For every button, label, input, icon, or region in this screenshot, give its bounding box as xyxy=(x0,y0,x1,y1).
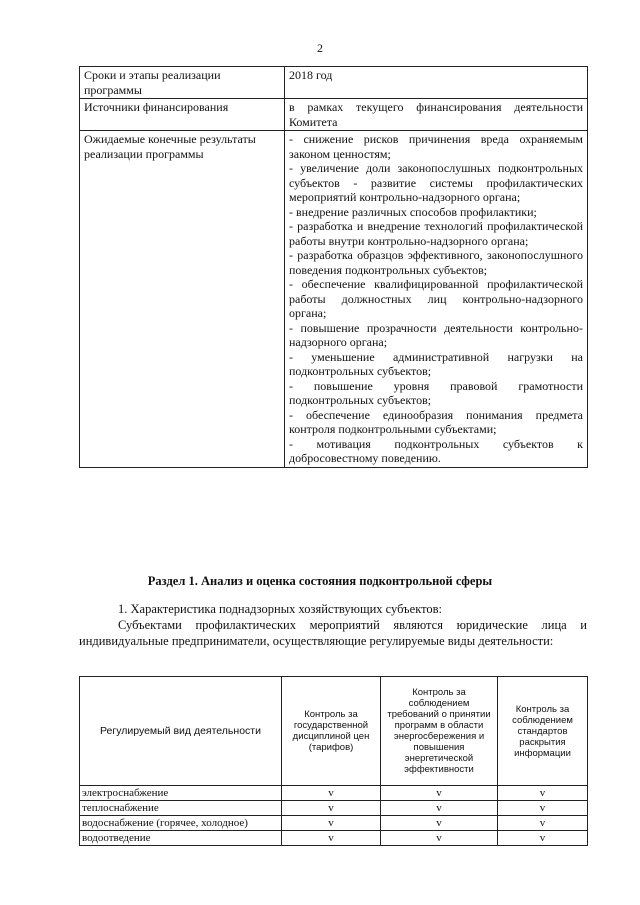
list-item: - обеспечение единообразия понимания предмета контроля подконтрольными субъектами; xyxy=(289,407,583,436)
activity-cell: водоотведение xyxy=(80,831,282,846)
check-mark: v xyxy=(282,831,381,846)
section-title: Раздел 1. Анализ и оценка состояния подконтрольной сферы xyxy=(147,574,493,588)
row-value: 2018 год xyxy=(285,67,588,99)
check-mark: v xyxy=(498,816,588,831)
list-item: - разработка и внедрение технологий профилактической работы внутри контрольно-надзорного органа; xyxy=(289,219,583,248)
check-mark: v xyxy=(282,786,381,801)
check-mark: v xyxy=(498,786,588,801)
list-item: - снижение рисков причинения вреда охраняемым законом ценностям; xyxy=(289,132,583,161)
table-row xyxy=(80,67,588,99)
column-header: Контроль за соблюдением требований о принятии программ в области энергосбережения и повышения энергетической эффективности xyxy=(381,677,498,786)
table-row xyxy=(80,816,588,831)
activity-cell: водоснабжение (горячее, холодное) xyxy=(80,816,282,831)
row-label: Сроки и этапы реализации программы xyxy=(80,67,285,99)
list-item: - внедрение различных способов профилактики; xyxy=(289,204,537,219)
program-passport-table xyxy=(79,66,588,468)
table-row xyxy=(80,786,588,801)
activity-cell: теплоснабжение xyxy=(80,801,282,816)
list-item: - повышение уровня правовой грамотности подконтрольных субъектов; xyxy=(289,378,583,407)
paragraph-characteristic: 1. Характеристика поднадзорных хозяйствующих субъектов: xyxy=(118,602,443,616)
check-mark: v xyxy=(282,801,381,816)
list-item: - обеспечение квалифицированной профилактической работы должностных лиц контрольно-надзорного органа; xyxy=(289,277,583,320)
table-row xyxy=(80,99,588,131)
row-label: Ожидаемые конечные результаты реализации программы xyxy=(80,131,285,468)
column-header: Контроль за государственной дисциплиной цен (тарифов) xyxy=(282,677,381,786)
list-item: - уменьшение административной нагрузки на подконтрольных субъектов; xyxy=(289,349,583,378)
paragraph-subjects: Субъектами профилактических мероприятий являются юридические лица и индивидуальные предприниматели, осуществляющие регулируемые виды деятельности: xyxy=(79,618,587,648)
list-item: - мотивация подконтрольных субъектов к добросовестному поведению. xyxy=(289,436,583,465)
expected-results-list xyxy=(285,131,588,468)
check-mark: v xyxy=(381,786,498,801)
row-label: Источники финансирования xyxy=(80,99,285,131)
table-header-row xyxy=(80,677,588,786)
table-row xyxy=(80,131,588,468)
list-item: - повышение прозрачности деятельности контрольно-надзорного органа; xyxy=(289,320,583,349)
table-row xyxy=(80,801,588,816)
column-header: Регулируемый вид деятельности xyxy=(80,677,282,786)
list-item: - разработка образцов эффективного, законопослушного поведения подконтрольных субъектов; xyxy=(289,248,583,277)
activity-cell: электроснабжение xyxy=(80,786,282,801)
check-mark: v xyxy=(381,816,498,831)
check-mark: v xyxy=(381,801,498,816)
check-mark: v xyxy=(498,831,588,846)
check-mark: v xyxy=(498,801,588,816)
table-row xyxy=(80,831,588,846)
check-mark: v xyxy=(282,816,381,831)
page-number: 2 xyxy=(317,41,323,55)
column-header: Контроль за соблюдением стандартов раскрытия информации xyxy=(498,677,588,786)
row-value: в рамках текущего финансирования деятельности Комитета xyxy=(285,99,588,131)
check-mark: v xyxy=(381,831,498,846)
list-item: - увеличение доли законопослушных подконтрольных субъектов - развитие системы профилактических мероприятий контрольно-надзорного органа; xyxy=(289,161,583,204)
regulated-activities-table xyxy=(79,676,588,846)
